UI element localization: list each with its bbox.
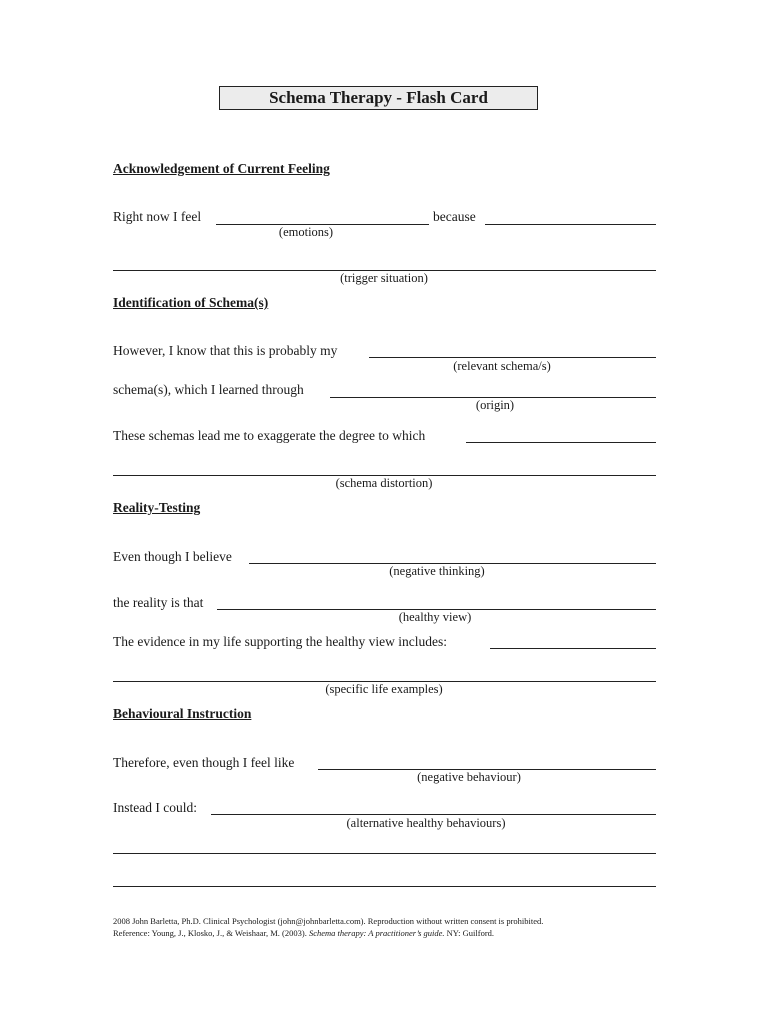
section-heading-identification: Identification of Schema(s) (113, 295, 269, 310)
footer-copyright: 2008 John Barletta, Ph.D. Clinical Psychologist (john@johnbarletta.com). Reproduction without written consent is prohibited. (113, 916, 544, 926)
caption-distortion: (schema distortion) (335, 476, 433, 490)
alternative-line[interactable] (211, 814, 656, 815)
section-heading-reality: Reality-Testing (113, 500, 201, 515)
caption-negative-behaviour: (negative behaviour) (417, 770, 521, 784)
prompt-believe: Even though I believe (113, 549, 232, 564)
section-heading-acknowledgement: Acknowledgement of Current Feeling (113, 161, 330, 176)
exaggerate-line[interactable] (466, 442, 656, 443)
relevant-schema-line[interactable] (369, 357, 656, 358)
caption-emotions: (emotions) (278, 225, 334, 239)
section-heading-behaviour: Behavioural Instruction (113, 706, 252, 721)
page-title: Schema Therapy - Flash Card (219, 86, 538, 110)
because-line[interactable] (485, 224, 656, 225)
caption-negative-thinking: (negative thinking) (389, 564, 485, 578)
caption-origin: (origin) (475, 398, 515, 412)
footer-reference-prefix: Reference: Young, J., Klosko, J., & Weishaar, M. (2003). (113, 928, 307, 938)
prompt-instead: Instead I could: (113, 800, 197, 815)
caption-healthy-view: (healthy view) (398, 610, 472, 624)
blank-line-2[interactable] (113, 886, 656, 887)
prompt-exaggerate: These schemas lead me to exaggerate the degree to which (113, 428, 426, 443)
caption-trigger: (trigger situation) (340, 271, 428, 285)
prompt-reality: the reality is that (113, 595, 204, 610)
prompt-right-now: Right now I feel (113, 209, 202, 224)
prompt-however: However, I know that this is probably my (113, 343, 338, 358)
footer-reference-suffix: NY: Guilford. (446, 928, 495, 938)
prompt-learned: schema(s), which I learned through (113, 382, 304, 397)
caption-examples: (specific life examples) (325, 682, 443, 696)
prompt-evidence: The evidence in my life supporting the healthy view includes: (113, 634, 448, 649)
caption-relevant-schema: (relevant schema/s) (453, 359, 551, 373)
footer-reference-title: Schema therapy: A practitioner’s guide. (308, 928, 445, 938)
blank-line-1[interactable] (113, 853, 656, 854)
evidence-line[interactable] (490, 648, 656, 649)
caption-alternative: (alternative healthy behaviours) (346, 816, 506, 830)
prompt-therefore: Therefore, even though I feel like (113, 755, 295, 770)
prompt-because: because (433, 209, 476, 224)
footer-reference (113, 928, 494, 938)
